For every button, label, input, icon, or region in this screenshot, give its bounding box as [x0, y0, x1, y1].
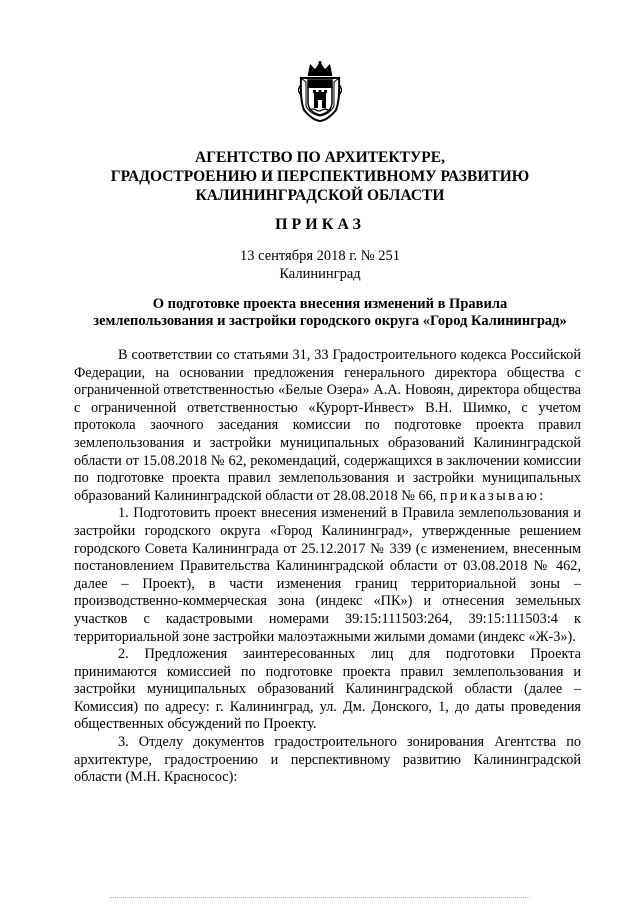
- date-and-place: [0, 247, 640, 283]
- agency-line-1: АГЕНТСТВО ПО АРХИТЕКТУРЕ,: [195, 149, 445, 166]
- agency-line-2: ГРАДОСТРОЕНИЮ И ПЕРСПЕКТИВНОМУ РАЗВИТИЮ: [110, 168, 530, 185]
- agency-name: [80, 148, 560, 205]
- coat-of-arms-icon: [298, 60, 342, 122]
- document-subject: [60, 296, 600, 330]
- city: Калининград: [279, 266, 361, 282]
- preamble-paragraph: [74, 347, 581, 505]
- document-body: [74, 347, 581, 787]
- scan-artifact-line: [110, 897, 530, 900]
- order-word: приказываю:: [439, 487, 546, 504]
- date-number: 13 сентября 2018 г. № 251: [239, 248, 401, 264]
- document-type-title: ПРИКАЗ: [275, 216, 365, 233]
- subject-line-1: О подготовке проекта внесения изменений в Правила: [152, 296, 508, 312]
- clause-2-paragraph: 2. Предложения заинтересованных лиц для подготовки Проекта принимаются комиссией по подготовке проекта правил землепользования и застройки муниципальных образований Калининградской области (далее – Комиссия) по адресу: г. Калининград, ул. Дм. Донского, 1, до даты проведения общественных обсуждений по Проекту.: [74, 646, 581, 733]
- clause-1-paragraph: 1. Подготовить проект внесения изменений в Правила землепользования и застройки городского округа «Город Калининград», утвержденные решением городского Совета Калининграда от 25.12.2017 № 339 (с изменением, внесенным постановлением Правительства Калининградской области от 03.08.2018 № 462, далее – Проект), в части изменения границ территориальной зоны – производственно-коммерческая зона (индекс «ПК») и отнесения земельных участков с кадастровыми номерами 39:15:111503:264, 39:15:111503:4 к территориальной зоне застройки малоэтажными жилыми домами (индекс «Ж-3»).: [74, 505, 581, 645]
- agency-line-3: КАЛИНИНГРАДСКОЙ ОБЛАСТИ: [195, 187, 445, 204]
- preamble-text: В соответствии со статьями 31, 33 Градостроительного кодекса Российской Федерации, на основании предложения генерального директора общества с ограниченной ответственностью «Белые Озера» А.А. Новоян, директора общества с ограниченной ответственностью «Курорт-Инвест» В.Н. Шимко, с учетом протокола заочного заседания комиссии по подготовке проекта правил землепользования и застройки муниципальных образований Калининградской области от 15.08.2018 № 62, рекомендаций, содержащихся в заключении комиссии по подготовке проекта правил землепользования и застройки муниципальных образований Калининградской области от 28.08.2018 № 66,: [74, 347, 581, 504]
- subject-line-2: землепользования и застройки городского округа «Город Калининград»: [93, 313, 567, 329]
- clause-3-paragraph: 3. Отделу документов градостроительного зонирования Агентства по архитектуре, градостроению и перспективному развитию Калининградской области (М.Н. Красносос):: [74, 734, 581, 786]
